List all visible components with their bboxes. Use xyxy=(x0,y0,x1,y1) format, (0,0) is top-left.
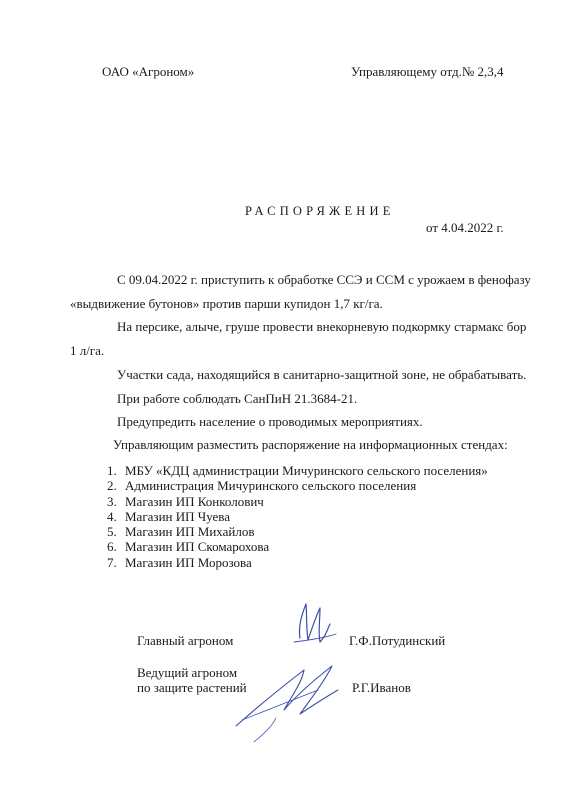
list-item: 2. Администрация Мичуринского сельского поселения xyxy=(107,478,417,494)
list-item: 7. Магазин ИП Морозова xyxy=(107,554,252,570)
paragraph-6: Управляющим разместить распоряжение на информационных стендах: xyxy=(113,437,508,452)
addressee: Управляющему отд.№ 2,3,4 xyxy=(351,64,504,79)
paragraph-1-line-2: «выдвижение бутонов» против парши купидон 1,7 кг/га. xyxy=(70,296,383,311)
list-item: 3. Магазин ИП Конколович xyxy=(107,493,264,509)
document-date: от 4.04.2022 г. xyxy=(426,220,504,235)
paragraph-3: Участки сада, находящийся в санитарно-защитной зоне, не обрабатывать. xyxy=(117,367,527,382)
lead-agronomist-name: Р.Г.Иванов xyxy=(352,680,411,695)
list-item: 1. МБУ «КДЦ администрации Мичуринского сельского поселения» xyxy=(107,463,488,478)
paragraph-4: При работе соблюдать СанПиН 21.3684-21. xyxy=(117,391,358,406)
organization-name: ОАО «Агроном» xyxy=(102,64,195,79)
signature-2-image xyxy=(232,656,344,748)
paragraph-1-line-1: С 09.04.2022 г. приступить к обработке ССЭ и ССМ с урожаем в фенофазу xyxy=(117,272,531,287)
lead-agronomist-role-line-2: по защите растений xyxy=(137,680,247,695)
chief-agronomist-role: Главный агроном xyxy=(137,633,234,648)
chief-agronomist-name: Г.Ф.Потудинский xyxy=(349,633,446,648)
document-title: РАСПОРЯЖЕНИЕ xyxy=(245,204,395,218)
stand-list xyxy=(107,463,488,570)
signature-1-image xyxy=(280,598,350,648)
paragraph-2-line-2: 1 л/га. xyxy=(70,343,105,358)
paragraph-2-line-1: На персике, алыче, груше провести внекорневую подкормку стармакс бор xyxy=(117,319,527,334)
list-item: 4. Магазин ИП Чуева xyxy=(107,508,231,524)
list-item: 5. Магазин ИП Михайлов xyxy=(107,524,255,540)
paragraph-5: Предупредить население о проводимых мероприятиях. xyxy=(117,414,423,429)
lead-agronomist-role-line-1: Ведущий агроном xyxy=(137,665,238,680)
list-item: 6. Магазин ИП Скомарохова xyxy=(107,539,270,555)
